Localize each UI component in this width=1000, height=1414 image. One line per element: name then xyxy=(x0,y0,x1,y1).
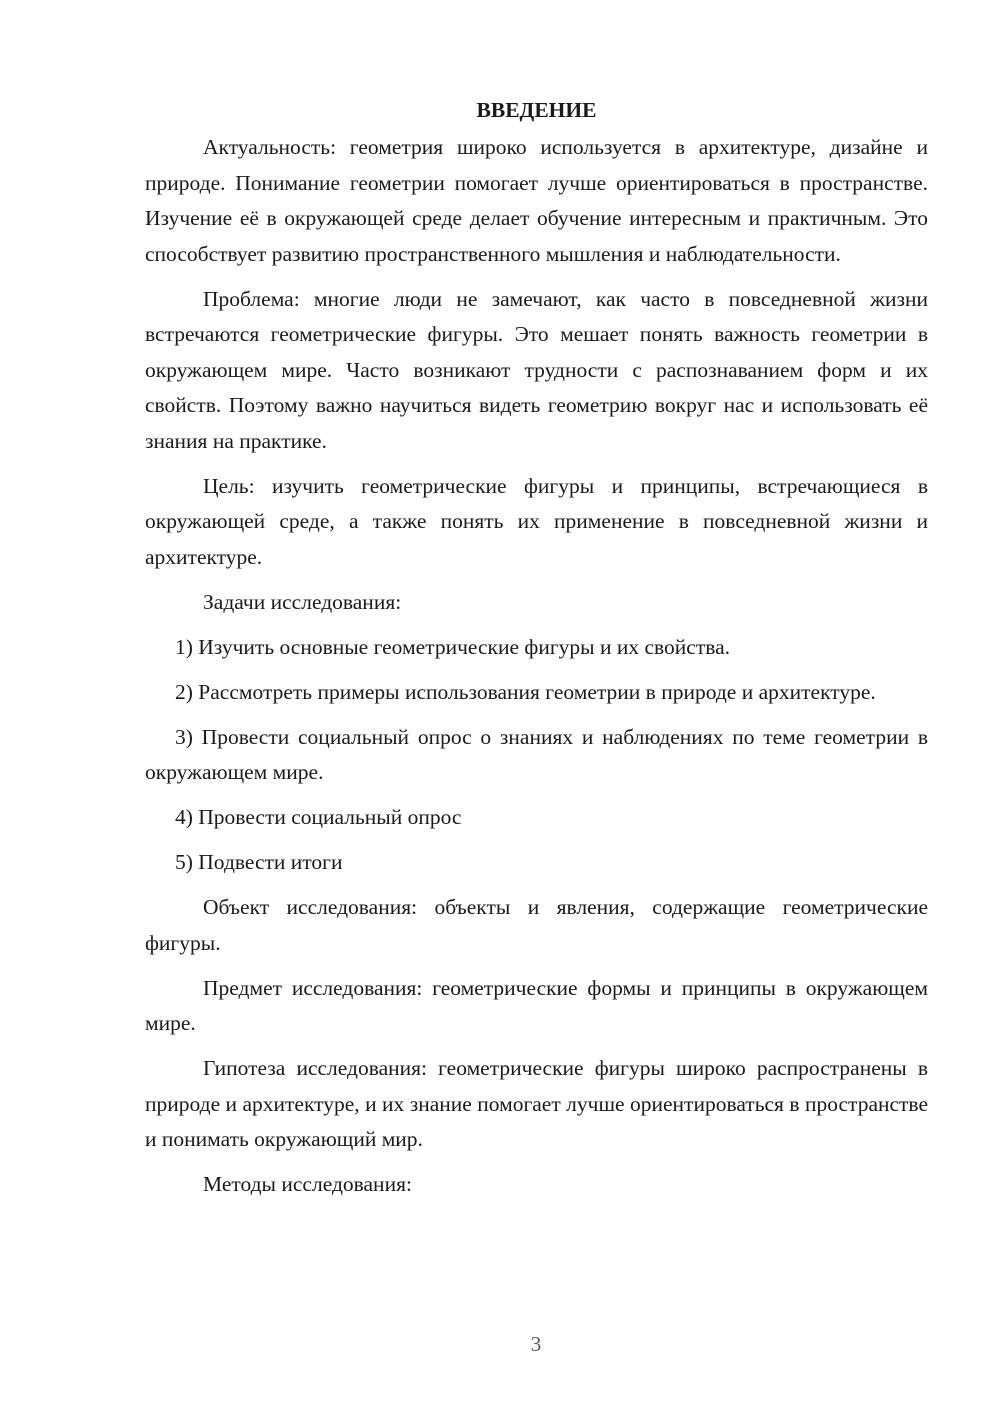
task-item-4: 4) Провести социальный опрос xyxy=(175,805,462,829)
paragraph-problem: Проблема: многие люди не замечают, как часто в повседневной жизни встречаются геометрические фигуры. Это мешает понять важность геометрии в окружающем мире. Часто возникают трудности с распознаванием форм и их свойств. Поэтому важно научиться видеть геометрию вокруг нас и использовать её знания на практике. xyxy=(145,286,928,453)
paragraph-relevance: Актуальность: геометрия широко используется в архитектуре, дизайне и природе. Понимание геометрии помогает лучше ориентироваться в пространстве. Изучение её в окружающей среде делает обучение интересным и практичным. Это способствует развитию пространственного мышления и наблюдательности. xyxy=(145,135,928,266)
paragraph-hypothesis: Гипотеза исследования: геометрические фигуры широко распространены в природе и архитектуре, и их знание помогает лучше ориентироваться в пространстве и понимать окружающий мир. xyxy=(145,1056,928,1151)
paragraph-methods: Методы исследования: xyxy=(203,1172,412,1196)
task-item-1: 1) Изучить основные геометрические фигуры и их свойства. xyxy=(175,634,731,659)
page-title: ВВЕДЕНИЕ xyxy=(476,98,597,122)
paragraph-object: Объект исследования: объекты и явления, содержащие геометрические фигуры. xyxy=(145,895,928,955)
task-item-2: 2) Рассмотреть примеры использования геометрии в природе и архитектуре. xyxy=(175,679,876,704)
page-content xyxy=(145,92,928,1212)
paragraph-subject: Предмет исследования: геометрические формы и принципы в окружающем мире. xyxy=(145,975,928,1035)
paragraph-tasks-heading: Задачи исследования: xyxy=(203,589,402,614)
page-number: 3 xyxy=(530,1332,542,1356)
task-item-3: 3) Провести социальный опрос о знаниях и наблюдениях по теме геометрии в окружающем мире. xyxy=(145,724,928,784)
paragraph-goal: Цель: изучить геометрические фигуры и принципы, встречающиеся в окружающей среде, а также понять их применение в повседневной жизни и архитектуре. xyxy=(145,473,928,569)
task-item-5: 5) Подвести итоги xyxy=(175,850,343,874)
